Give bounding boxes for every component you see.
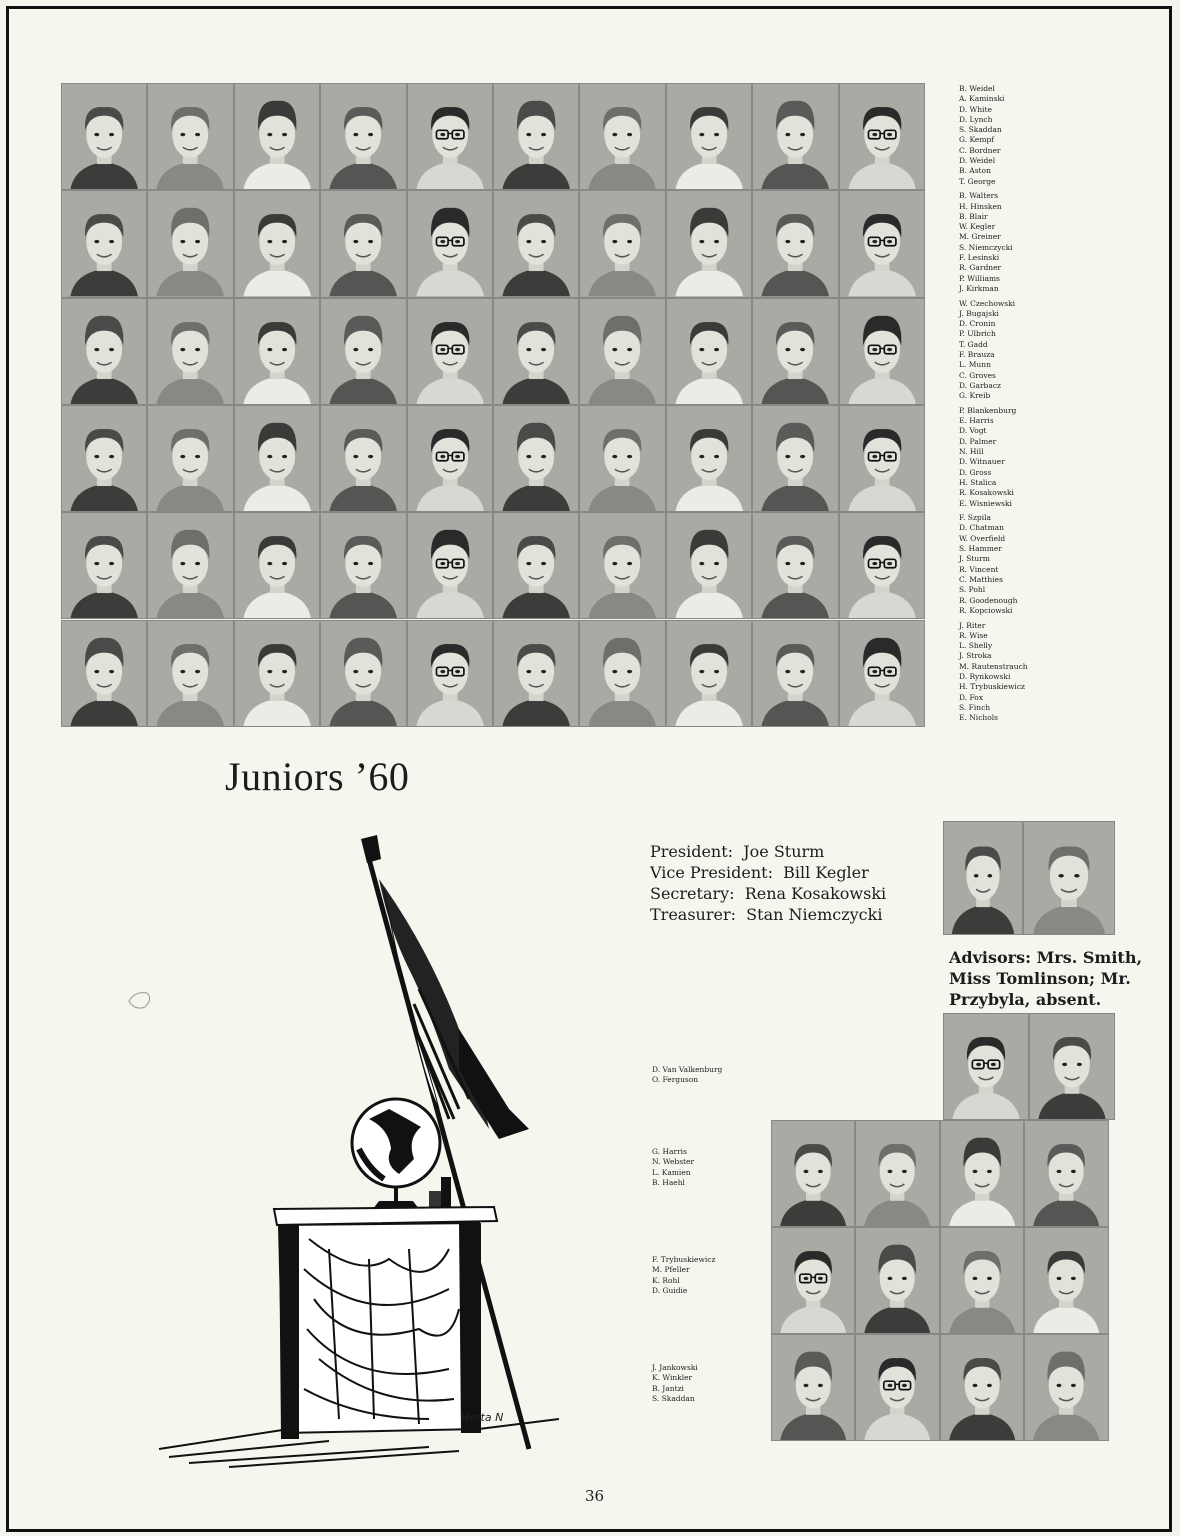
student-name: D. Gross bbox=[959, 467, 992, 477]
student-name: R. Goodenough bbox=[959, 595, 1018, 605]
portrait-photo bbox=[943, 1013, 1029, 1120]
student-name: M. Pfeller bbox=[652, 1265, 690, 1275]
student-name: D. White bbox=[959, 104, 992, 114]
portrait-photo bbox=[147, 190, 233, 297]
student-name: J. Jankowski bbox=[652, 1363, 698, 1372]
portrait-photo bbox=[61, 190, 147, 297]
student-name: B. Jantzi bbox=[652, 1383, 684, 1393]
portrait-photo bbox=[752, 83, 838, 190]
student-name: O. Ferguson bbox=[652, 1075, 699, 1085]
student-name: D. Rynkowski bbox=[959, 671, 1011, 681]
portrait-photo bbox=[839, 83, 925, 190]
student-name: P. Williams bbox=[959, 273, 1000, 283]
student-name: S. Skaddan bbox=[652, 1393, 695, 1403]
student-name: K. Rohl bbox=[652, 1275, 680, 1285]
page-title: Juniors ’60 bbox=[225, 754, 410, 799]
portrait-photo bbox=[147, 83, 233, 190]
student-name: D. Van Valkenburg bbox=[652, 1065, 723, 1074]
portrait-photo bbox=[1023, 821, 1115, 935]
portrait-photo bbox=[666, 405, 752, 512]
portrait-photo bbox=[579, 298, 665, 405]
student-name: B. Haehl bbox=[652, 1177, 685, 1187]
portrait-photo bbox=[839, 405, 925, 512]
portrait-photo bbox=[61, 405, 147, 512]
portrait-photo bbox=[407, 83, 493, 190]
portrait-photo bbox=[493, 405, 579, 512]
portrait-photo bbox=[940, 1227, 1024, 1334]
portrait-photo bbox=[61, 298, 147, 405]
portrait-photo bbox=[234, 620, 320, 727]
student-name: D. Lynch bbox=[959, 114, 993, 124]
portrait-photo bbox=[1024, 1334, 1108, 1441]
portrait-photo bbox=[579, 190, 665, 297]
student-name: D. Cronin bbox=[959, 319, 996, 329]
portrait-photo bbox=[320, 620, 406, 727]
portrait-photo bbox=[752, 620, 838, 727]
portrait-photo bbox=[320, 298, 406, 405]
portrait-photo bbox=[855, 1334, 939, 1441]
officer-row: President: Joe Sturm bbox=[650, 842, 825, 861]
student-name: D. Palmer bbox=[959, 436, 997, 446]
student-name: G. Kreib bbox=[959, 391, 991, 401]
portrait-photo bbox=[940, 1334, 1024, 1441]
student-name: B. Walters bbox=[959, 191, 999, 201]
student-name: R. Kosakowski bbox=[959, 488, 1014, 498]
student-name: S. Skaddan bbox=[959, 125, 1002, 135]
portrait-photo bbox=[839, 190, 925, 297]
student-name: P. Ulbrich bbox=[959, 329, 996, 339]
student-name: N. Webster bbox=[652, 1157, 695, 1167]
student-name: S. Niemczycki bbox=[959, 242, 1013, 252]
portrait-photo bbox=[771, 1120, 855, 1227]
student-name: J. Kirkman bbox=[959, 283, 999, 293]
portrait-photo bbox=[752, 405, 838, 512]
student-name: D. Fox bbox=[959, 692, 984, 702]
name-column bbox=[959, 191, 1013, 294]
portrait-photo bbox=[943, 821, 1023, 935]
student-name: D. Chatman bbox=[959, 523, 1004, 533]
portrait-photo bbox=[320, 190, 406, 297]
name-column bbox=[959, 513, 1017, 616]
student-name: G. Harris bbox=[652, 1147, 687, 1156]
portrait-photo bbox=[493, 512, 579, 619]
student-name: L. Shelly bbox=[959, 641, 993, 651]
artist-signature: Herta N bbox=[461, 1411, 504, 1424]
student-name: A. Kaminski bbox=[959, 94, 1005, 104]
portrait-photo bbox=[855, 1227, 939, 1334]
student-name: F. Szpila bbox=[959, 513, 991, 523]
portrait-photo bbox=[147, 512, 233, 619]
student-name: H. Hinsken bbox=[959, 201, 1002, 211]
student-name: J. Sturm bbox=[959, 554, 990, 564]
student-name: D. Weidel bbox=[959, 156, 996, 166]
student-name: R. Gardner bbox=[959, 263, 1002, 273]
portrait-photo bbox=[839, 620, 925, 727]
portrait-photo bbox=[752, 190, 838, 297]
student-name: B. Blair bbox=[959, 211, 988, 221]
portrait-photo bbox=[579, 512, 665, 619]
student-name: F. Brauza bbox=[959, 350, 995, 360]
portrait-photo bbox=[493, 298, 579, 405]
student-name: W. Overfield bbox=[959, 533, 1006, 543]
portrait-photo bbox=[839, 512, 925, 619]
student-name: H. Trybuskiewicz bbox=[959, 682, 1025, 692]
portrait-photo bbox=[855, 1120, 939, 1227]
name-group bbox=[652, 1255, 715, 1296]
student-name: L. Kamien bbox=[652, 1167, 691, 1177]
class-officers bbox=[650, 841, 886, 925]
portrait-photo bbox=[752, 298, 838, 405]
portrait-photo bbox=[234, 190, 320, 297]
portrait-photo bbox=[1029, 1013, 1115, 1120]
portrait-photo bbox=[407, 298, 493, 405]
officer-row: Treasurer: Stan Niemczycki bbox=[650, 905, 883, 924]
student-name: B. Weidel bbox=[959, 84, 995, 93]
officer-row: Vice President: Bill Kegler bbox=[650, 863, 869, 882]
student-name: F. Trybuskiewicz bbox=[652, 1255, 716, 1264]
student-name: J. Stroka bbox=[959, 651, 992, 661]
portrait-photo bbox=[839, 298, 925, 405]
portrait-photo bbox=[234, 298, 320, 405]
portrait-photo bbox=[752, 512, 838, 619]
student-name: S. Finch bbox=[959, 702, 991, 712]
portrait-photo bbox=[771, 1334, 855, 1441]
portrait-photo bbox=[579, 620, 665, 727]
name-group bbox=[652, 1065, 722, 1086]
name-group bbox=[652, 1147, 694, 1188]
officer-row: Secretary: Rena Kosakowski bbox=[650, 884, 887, 903]
portrait-photo bbox=[1024, 1120, 1108, 1227]
portrait-photo bbox=[320, 512, 406, 619]
student-name: S. Pohl bbox=[959, 585, 986, 595]
portrait-photo bbox=[407, 190, 493, 297]
student-name: F. Lesinski bbox=[959, 253, 1000, 263]
yearbook-page bbox=[6, 6, 1172, 1532]
student-name: D. Guidie bbox=[652, 1285, 688, 1295]
student-name: J. Riter bbox=[959, 620, 986, 630]
portrait-photo bbox=[940, 1120, 1024, 1227]
portrait-photo bbox=[666, 190, 752, 297]
student-name: M. Greiner bbox=[959, 232, 1001, 242]
student-name: S. Hammer bbox=[959, 544, 1002, 554]
portrait-photo bbox=[320, 83, 406, 190]
student-name: T. Gadd bbox=[959, 339, 988, 349]
portrait-photo bbox=[61, 620, 147, 727]
portrait-photo bbox=[234, 405, 320, 512]
name-group bbox=[652, 1363, 698, 1404]
portrait-photo bbox=[147, 620, 233, 727]
portrait-photo bbox=[493, 83, 579, 190]
student-name: B. Aston bbox=[959, 166, 991, 176]
name-column bbox=[959, 299, 1015, 402]
student-name: R. Kopciowski bbox=[959, 605, 1013, 615]
student-name: E. Harris bbox=[959, 416, 994, 426]
student-name: R. Wise bbox=[959, 630, 988, 640]
student-name: D. Witnauer bbox=[959, 457, 1005, 467]
student-name: T. George bbox=[959, 176, 996, 186]
student-name: R. Vincent bbox=[959, 564, 999, 574]
portrait-photo bbox=[407, 620, 493, 727]
portrait-photo bbox=[61, 512, 147, 619]
portrait-photo bbox=[493, 620, 579, 727]
portrait-photo bbox=[771, 1227, 855, 1334]
portrait-photo bbox=[666, 512, 752, 619]
student-name: G. Kempf bbox=[959, 135, 995, 145]
portrait-photo bbox=[407, 405, 493, 512]
portrait-photo bbox=[234, 512, 320, 619]
advisors-caption: Advisors: Mrs. Smith, Miss Tomlinson; Mr. Przybyla, absent. bbox=[949, 948, 1143, 1009]
portrait-photo bbox=[666, 298, 752, 405]
portrait-photo bbox=[579, 405, 665, 512]
student-name: C. Bordner bbox=[959, 145, 1001, 155]
portrait-photo bbox=[579, 83, 665, 190]
portrait-photo bbox=[147, 298, 233, 405]
portrait-photo bbox=[407, 512, 493, 619]
student-name: N. Hill bbox=[959, 447, 984, 457]
portrait-photo bbox=[234, 83, 320, 190]
portrait-photo bbox=[493, 190, 579, 297]
student-name: E. Nichols bbox=[959, 713, 998, 723]
student-name: D. Garbacz bbox=[959, 380, 1001, 390]
portrait-photo bbox=[1024, 1227, 1108, 1334]
student-name: E. Wisniewski bbox=[959, 498, 1012, 508]
flag-globe-desk-drawing bbox=[129, 829, 569, 1469]
page-number: 36 bbox=[585, 1487, 605, 1505]
portrait-photo bbox=[147, 405, 233, 512]
portrait-photo bbox=[666, 83, 752, 190]
student-name: P. Blankenburg bbox=[959, 405, 1017, 415]
student-name: W. Czechowski bbox=[959, 298, 1016, 308]
student-name: H. Stalica bbox=[959, 477, 997, 487]
student-name: C. Matthies bbox=[959, 574, 1003, 584]
portrait-photo bbox=[666, 620, 752, 727]
name-column bbox=[959, 84, 1004, 187]
student-name: L. Munn bbox=[959, 360, 991, 370]
student-name: D. Vogt bbox=[959, 426, 987, 436]
student-name: C. Groves bbox=[959, 370, 996, 380]
student-name: W. Kegler bbox=[959, 222, 996, 232]
portrait-photo bbox=[61, 83, 147, 190]
student-name: K. Winkler bbox=[652, 1373, 693, 1383]
name-column bbox=[959, 621, 1028, 724]
portrait-photo bbox=[320, 405, 406, 512]
student-name: M. Rautenstrauch bbox=[959, 661, 1028, 671]
name-column bbox=[959, 406, 1016, 509]
student-name: J. Bugajski bbox=[959, 308, 999, 318]
